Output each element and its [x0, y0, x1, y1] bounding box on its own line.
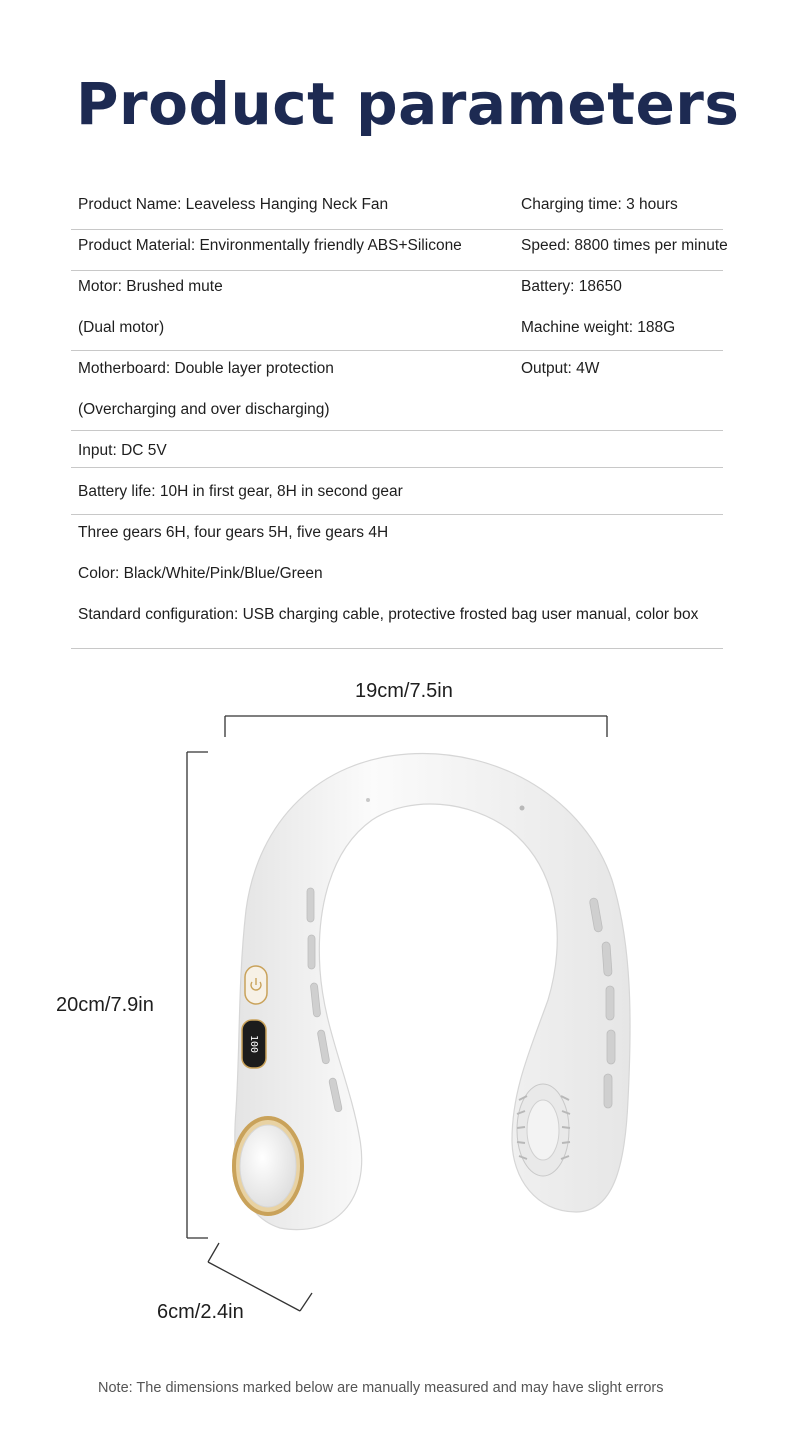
spec-overcharging: (Overcharging and over discharging): [78, 401, 330, 418]
power-button[interactable]: [245, 966, 267, 1004]
width-dimension-line: [225, 716, 607, 737]
page-title: Product parameters: [76, 70, 740, 138]
neck-fan-illustration: [0, 660, 790, 1360]
spec-product-name: Product Name: Leaveless Hanging Neck Fan: [78, 196, 389, 213]
width-dimension-label: 19cm/7.5in: [355, 680, 453, 702]
band-hole: [366, 798, 370, 802]
digital-display: [242, 1020, 266, 1068]
spec-charging-time: Charging time: 3 hours: [521, 196, 678, 213]
right-fan-grille: [517, 1084, 570, 1176]
spec-input: Input: DC 5V: [78, 442, 167, 459]
fan-knob[interactable]: [232, 1116, 304, 1216]
display-readout: 100: [248, 1034, 259, 1054]
spec-standard-configuration: Standard configuration: USB charging cable, protective frosted bag user manual, color box: [78, 606, 699, 623]
spec-dual-motor: (Dual motor): [78, 319, 165, 336]
height-dimension-label: 20cm/7.9in: [56, 994, 154, 1016]
height-dimension-line: [187, 752, 208, 1238]
spec-output: Output: 4W: [521, 360, 600, 377]
divider: [71, 648, 723, 649]
spec-product-material: Product Material: Environmentally friendly ABS+Silicone: [78, 237, 462, 254]
spec-battery: Battery: 18650: [521, 278, 622, 295]
depth-dimension-label: 6cm/2.4in: [157, 1301, 244, 1323]
spec-machine-weight: Machine weight: 188G: [521, 319, 676, 336]
divider: [71, 270, 723, 271]
divider: [71, 467, 723, 468]
band-hole: [520, 806, 525, 811]
spec-table: [0, 0, 790, 660]
spec-gears: Three gears 6H, four gears 5H, five gears 4H: [78, 524, 389, 541]
divider: [71, 430, 723, 431]
spec-speed: Speed: 8800 times per minute: [521, 237, 728, 254]
divider: [71, 350, 723, 351]
spec-color: Color: Black/White/Pink/Blue/Green: [78, 565, 323, 582]
divider: [71, 514, 723, 515]
note-text: Note: The dimensions marked below are manually measured and may have slight errors: [98, 1380, 664, 1396]
spec-battery-life: Battery life: 10H in first gear, 8H in second gear: [78, 483, 403, 500]
spec-motor: Motor: Brushed mute: [78, 278, 223, 295]
divider: [71, 229, 723, 230]
depth-dimension-line: [208, 1243, 312, 1311]
spec-motherboard: Motherboard: Double layer protection: [78, 360, 334, 377]
